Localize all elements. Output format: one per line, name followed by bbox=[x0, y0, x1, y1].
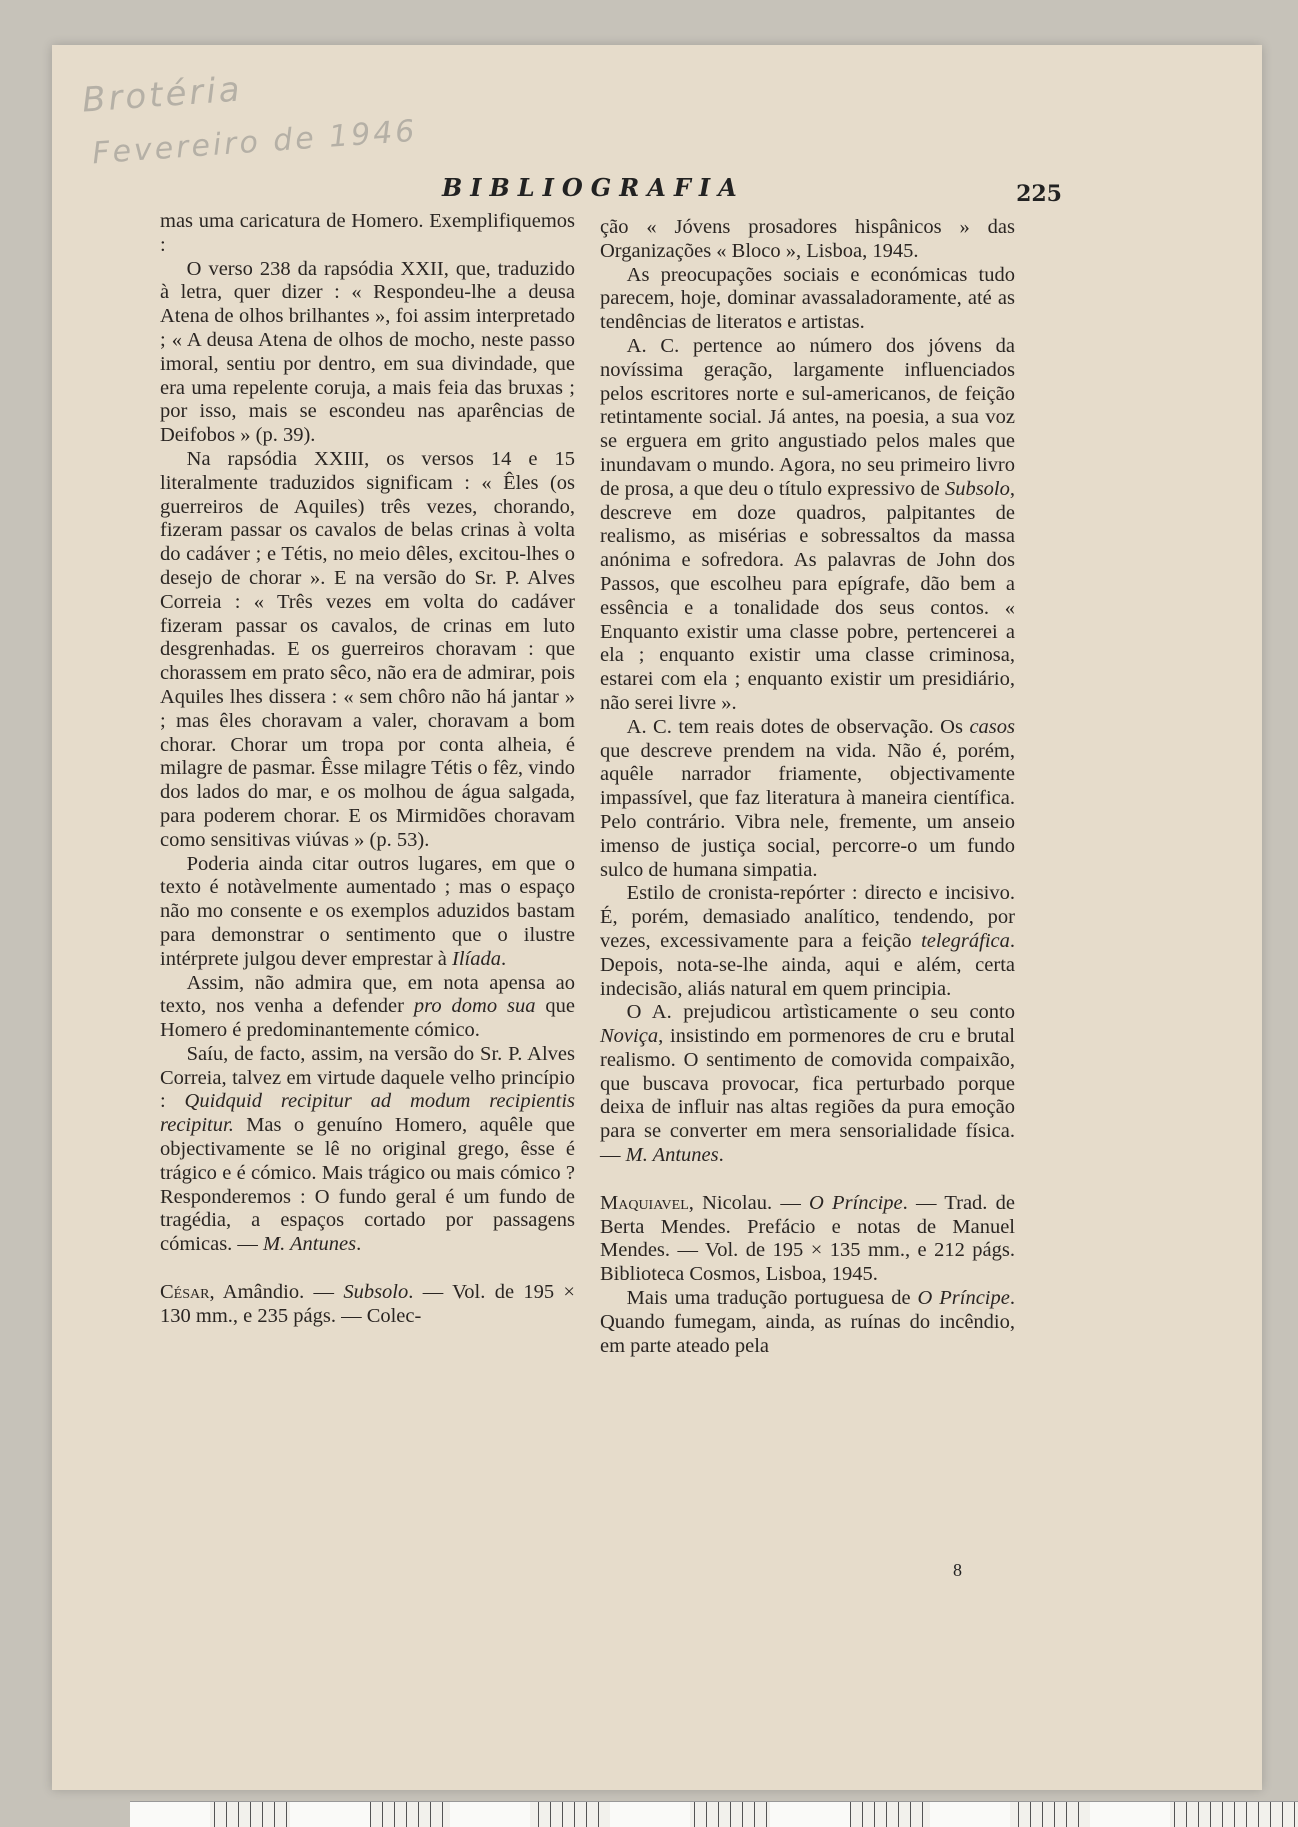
italic-title: Subsolo bbox=[944, 477, 1010, 500]
italic-word: casos bbox=[969, 715, 1015, 738]
ruler-segment bbox=[290, 1802, 370, 1827]
paragraph bbox=[160, 1043, 575, 1257]
ruler-segment bbox=[930, 1802, 1010, 1827]
reviewer-name: M. Antunes bbox=[263, 1233, 357, 1256]
ruler-segment bbox=[450, 1802, 530, 1827]
text-run: A. C. pertence ao número dos jóvens da novíssima geração, largamente influenciados pelos escritores norte e sul-americanos, de feição retintamente social. Já antes, na poesia, a sua voz se erguera em grito angustiado pelos males que inundavam o mundo. Agora, no seu primeiro livro de prosa, a que deu o título expressivo de bbox=[600, 334, 1015, 500]
text-run: . bbox=[356, 1233, 362, 1256]
text-run: Estilo de cronista-repórter : directo e incisivo. É, porém, demasiado analítico, tendendo, por vezes, excessivamente para a feição bbox=[600, 882, 1015, 952]
paragraph: O verso 238 da rapsódia XXII, que, traduzido à letra, quer dizer : « Respondeu-lhe a deusa Atena de olhos brilhantes », foi assim interpretado ; « A deusa Atena de olhos de mocho, neste passo imoral, sentiu por dentro, em sua divindade, que era uma repelente coruja, a mais feia das bruxas ; por isso, mais se escondeu nas aparências de Deifobos » (p. 39). bbox=[160, 257, 575, 447]
text-run: . bbox=[500, 947, 507, 970]
entry-title: Subsolo bbox=[343, 1281, 409, 1304]
bibliography-entry bbox=[600, 1192, 1015, 1287]
ruler-segment bbox=[770, 1802, 850, 1827]
italic-title: O Príncipe bbox=[917, 1287, 1010, 1310]
paragraph: Na rapsódia XXIII, os versos 14 e 15 literalmente traduzidos significam : « Êles (os guerreiros de Aquiles) três vezes, chorando, fizeram passar os cavalos de belas crinas à volta do cadáver ; e Tétis, no meio dêles, excitou-lhes o desejo de chorar ». E na versão do Sr. P. Alves Correia : « Três vezes em volta do cadáver fizeram passar os cavalos, de crinas em luto desgrenhadas. E os guerreiros choravam : que chorassem em prato sêco, não era de admirar, pois Aquiles lhes dissera : « sem chôro não há jantar » ; mas êles choravam a valer, choravam a bom chorar. Chorar um tropa por conta alheia, é milagre de pasmar. Êsse milagre Tétis o fêz, vindo dos lados do mar, e os molhou de água salgada, para poderem chorar. E os Mirmidões choravam como sensitivas viúvas » (p. 53). bbox=[160, 447, 575, 851]
ruler-segment bbox=[1090, 1802, 1170, 1827]
paragraph bbox=[160, 972, 575, 1043]
paragraph: As preocupações sociais e económicas tudo parecem, hoje, dominar avassaladoramente, até as tendências de literatos e artistas. bbox=[600, 263, 1015, 334]
text-run: . — Vol. de 195 × 130 mm., e 235 págs. — Colec- bbox=[160, 1281, 575, 1327]
entry-title: O Príncipe bbox=[809, 1191, 903, 1214]
text-run: , Nicolau. — bbox=[688, 1191, 810, 1214]
italic-phrase: pro domo sua bbox=[413, 995, 536, 1018]
entry-author: César bbox=[160, 1281, 210, 1304]
italic-quote: Quidquid recipitur ad modum recipientis recipitur. bbox=[160, 1090, 575, 1137]
italic-title: Noviça bbox=[600, 1025, 659, 1048]
text-run: Mais uma tradução portuguesa de bbox=[626, 1287, 918, 1310]
ruler-segment bbox=[610, 1802, 690, 1827]
text-run: . Quando fumegam, ainda, as ruínas do incêndio, em parte ateado pela bbox=[600, 1287, 1015, 1357]
paragraph: mas uma caricatura de Homero. Exemplifiquemos : bbox=[160, 210, 575, 256]
text-run: A. C. tem reais dotes de observação. Os bbox=[626, 715, 970, 738]
text-run: Saíu, de facto, assim, na versão do Sr. P. Alves Correia, talvez em virtude daquele velho princípio : bbox=[160, 1042, 575, 1113]
ruler-segment bbox=[130, 1802, 210, 1827]
running-head: BIBLIOGRAFIA bbox=[442, 173, 745, 202]
paragraph bbox=[600, 882, 1015, 1001]
text-run: , descreve em doze quadros, palpitantes de realismo, as misérias e sobressaltos da massa anónima e sofredora. As palavras de John dos Passos, que escolheu para epígrafe, dão bem a essência e a tonalidade dos seus contos. « Enquanto existir uma classe pobre, pertencerei a ela ; enquanto existir uma classe criminosa, estarei com ela ; enquanto existir um presidiário, não serei livre ». bbox=[600, 477, 1015, 714]
right-column bbox=[600, 216, 1015, 1358]
text-run: Poderia ainda citar outros lugares, em que o texto é notàvelmente aumentado ; mas o espaço não mo consente e os exemplos aduzidos bastam para demonstrar o sentimento que o ilustre intérprete julgou dever emprestar à bbox=[160, 852, 575, 970]
paragraph bbox=[160, 853, 575, 972]
text-run: Assim, não admira que, em nota apensa ao texto, nos venha a defender bbox=[160, 971, 575, 1018]
text-run: . — Trad. de Berta Mendes. Prefácio e notas de Manuel Mendes. — Vol. de 195 × 135 mm., e 212 págs. Biblioteca Cosmos, Lisboa, 1945. bbox=[600, 1191, 1015, 1286]
paragraph bbox=[600, 1001, 1015, 1168]
paragraph bbox=[600, 716, 1015, 883]
left-column bbox=[160, 210, 575, 1329]
paragraph: ção « Jóvens prosadores hispânicos » das Organizações « Bloco », Lisboa, 1945. bbox=[600, 216, 1015, 262]
entry-author: Maquiavel bbox=[600, 1191, 689, 1214]
pencil-annotation-date: Fevereiro de 1946 bbox=[91, 113, 419, 172]
scale-ruler bbox=[130, 1801, 1298, 1827]
reviewer-name: M. Antunes bbox=[625, 1144, 719, 1167]
page-number: 225 bbox=[1016, 181, 1062, 207]
text-run: , Amândio. — bbox=[209, 1281, 344, 1304]
text-run: . Depois, nota-se-lhe ainda, aqui e além, certa indecisão, aliás natural em quem principia. bbox=[600, 929, 1015, 1000]
bibliography-entry bbox=[160, 1281, 575, 1329]
paragraph bbox=[600, 335, 1015, 716]
text-run: . bbox=[718, 1144, 724, 1167]
paragraph bbox=[600, 1287, 1015, 1358]
pencil-annotation-journal: Brotéria bbox=[80, 69, 244, 121]
text-run: Mas o genuíno Homero, aquêle que objectivamente se lê no original grego, êsse é trágico e é cómico. Mais trágico ou mais cómico ? Responderemos : O fundo geral é um fundo de tragédia, a espaços cortado por passagens cómicas. — bbox=[160, 1114, 575, 1256]
text-run: que Homero é predominantemente cómico. bbox=[160, 995, 575, 1042]
italic-word: telegráfica bbox=[921, 929, 1010, 952]
text-run: que descreve prendem na vida. Não é, porém, aquêle narrador friamente, objectivamente impassível, que faz literatura à maneira científica. Pelo contrário. Vibra nele, fremente, um anseio imenso de justiça social, percorre-o um fundo sulco de humana simpatia. bbox=[600, 739, 1015, 881]
text-run: O A. prejudicou artìsticamente o seu conto bbox=[626, 1001, 1015, 1024]
signature-mark: 8 bbox=[953, 1560, 962, 1580]
italic-title: Ilíada bbox=[452, 947, 501, 970]
text-run: , insistindo em pormenores de cru e brutal realismo. O sentimento de comovida compaixão, que buscava provocar, fica perturbado porque deixa de influir nas altas regiões da pura emoção para se converter em mera sensorialidade física. — bbox=[600, 1025, 1015, 1167]
